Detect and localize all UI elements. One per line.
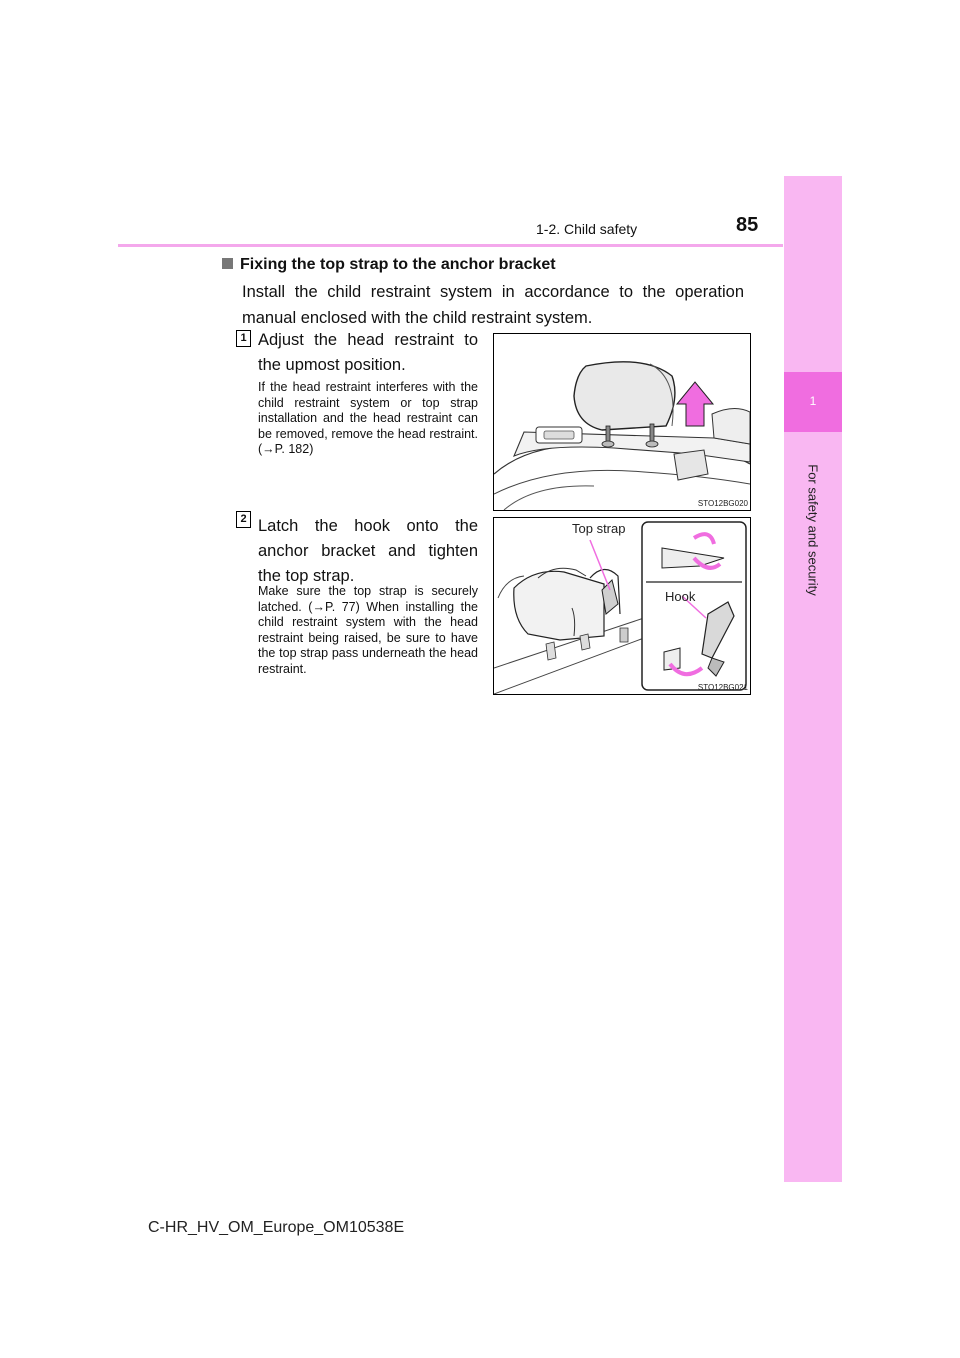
chapter-number: 1	[809, 394, 817, 408]
figure-head-restraint	[493, 333, 751, 511]
step-2-instruction: Latch the hook onto the anchor bracket and tighten the top strap.	[258, 517, 478, 585]
page-number: 85	[736, 214, 759, 236]
side-tab	[784, 176, 842, 1182]
head-restraint-illustration	[494, 334, 750, 510]
step-2-number: 2	[236, 511, 251, 528]
top-strap-label: Top strap	[572, 521, 626, 536]
figure-code: STO12BG020	[697, 499, 748, 508]
figure-code: STO12BG021	[697, 683, 748, 692]
step-2-note: Make sure the top strap is securely latched. (→P. 77) When installing the child restraint system with the head restraint being raised, be sure to have the top strap pass underneath the head restraint.	[258, 584, 478, 676]
intro-paragraph: Install the child restraint system in accordance to the operation manual enclosed with the child restraint system.	[242, 283, 744, 327]
section-title: 1-2. Child safety	[536, 221, 638, 237]
step-1-instruction: Adjust the head restraint to the upmost position.	[258, 331, 478, 374]
footer-doc-code: C-HR_HV_OM_Europe_OM10538E	[148, 1219, 405, 1236]
figure-top-strap-hook	[493, 517, 751, 695]
chapter-title: For safety and security	[805, 464, 821, 596]
heading-text: Fixing the top strap to the anchor bracket	[240, 256, 556, 273]
step-1-note: If the head restraint interferes with the child restraint system or top strap installation and the head restraint can be removed, remove the head restraint. (→P. 182)	[258, 380, 478, 456]
section-heading	[222, 256, 556, 274]
header-rule	[118, 244, 783, 247]
square-bullet-icon	[222, 258, 233, 269]
hook-label: Hook	[665, 589, 696, 604]
step-1-number: 1	[236, 330, 251, 347]
top-strap-illustration	[494, 518, 750, 694]
